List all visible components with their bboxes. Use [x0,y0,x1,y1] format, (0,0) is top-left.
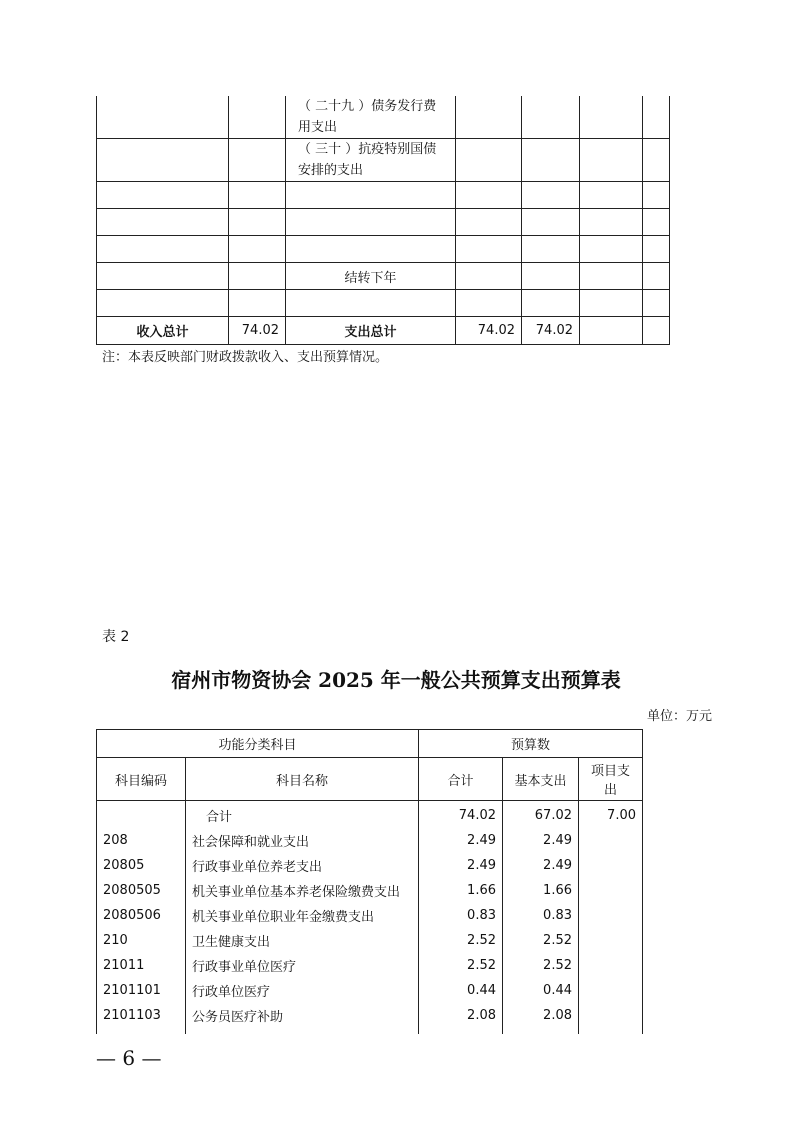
table2-cell-code: 21011 [97,953,186,978]
table2-row [97,978,643,1003]
table2-cell-name: 卫生健康支出 [186,928,419,953]
table1-row [97,209,670,236]
table1-cell [97,139,229,182]
income-expense-table [96,96,670,345]
table1-cell [580,236,643,263]
table1-cell: 结转下年 [286,263,456,290]
table1-cell [456,263,522,290]
header-code: 科目编码 [97,758,186,801]
table1-cell [580,96,643,139]
header-name: 科目名称 [186,758,419,801]
table1-cell [643,317,670,345]
table1-cell [97,290,229,317]
table2-row [97,828,643,853]
table2-cell-name: 机关事业单位基本养老保险缴费支出 [186,878,419,903]
table1-cell [286,290,456,317]
table2-cell-code: 20805 [97,853,186,878]
table1-cell [97,96,229,139]
header-project: 项目支出 [579,758,643,801]
table1-cell [522,139,580,182]
table1-row [97,96,670,139]
table1-cell: （ 三十 ）抗疫特别国债安排的支出 [286,139,456,182]
table1-cell [97,209,229,236]
table1-cell [456,209,522,236]
table1-cell [522,263,580,290]
table1-cell [643,96,670,139]
table2-cell-project [579,903,643,928]
table2-cell-total: 2.08 [419,1003,503,1028]
table2-cell-code: 2080506 [97,903,186,928]
table1-row [97,317,670,345]
table2-cell-project [579,853,643,878]
table1-cell [229,236,286,263]
table2-cell-project [579,978,643,1003]
table1-cell [522,182,580,209]
table2-row [97,953,643,978]
table2-cell-project [579,828,643,853]
table2-cell-basic: 2.49 [503,853,579,878]
table2-cell-name: 合计 [186,801,419,829]
table1-cell [580,139,643,182]
table1-cell [580,182,643,209]
table1-cell [286,182,456,209]
table2-cell-basic: 2.52 [503,953,579,978]
table1-cell [229,263,286,290]
table2-row [97,853,643,878]
table1-cell: （ 二十九 ）债务发行费用支出 [286,96,456,139]
table1-cell [229,209,286,236]
table1-cell [456,139,522,182]
table2-row [97,928,643,953]
table2-cell-name: 行政事业单位医疗 [186,953,419,978]
table1-cell [456,236,522,263]
table1-cell [456,96,522,139]
table1-row [97,290,670,317]
table2-cell-name: 社会保障和就业支出 [186,828,419,853]
table2-cell-total: 1.66 [419,878,503,903]
table2-cell-total: 0.44 [419,978,503,1003]
table2-cell-project [579,928,643,953]
table1-cell [643,182,670,209]
table1-cell [580,263,643,290]
table1-cell [522,209,580,236]
table2-cell-basic: 1.66 [503,878,579,903]
table2-cell-basic: 2.08 [503,1003,579,1028]
table2-cell-code: 2101103 [97,1003,186,1028]
table2-cell-code: 2080505 [97,878,186,903]
table1-row [97,139,670,182]
table1-cell [580,209,643,236]
table2-cell-total: 2.49 [419,828,503,853]
table2-cell-project [579,878,643,903]
table1-cell: 74.02 [522,317,580,345]
table2-row [97,878,643,903]
table1-cell [522,96,580,139]
table1-cell [643,263,670,290]
table2-cell-code: 2101101 [97,978,186,1003]
table1-cell [580,290,643,317]
budget-expenditure-table [96,729,643,1034]
table2-cell-project: 7.00 [579,801,643,829]
table2-row [97,801,643,829]
table1-cell [643,139,670,182]
table1-cell: 74.02 [229,317,286,345]
page-number: — 6 — [96,1046,162,1070]
header-total: 合计 [419,758,503,801]
table2-cell-name: 行政单位医疗 [186,978,419,1003]
unit-label: 单位：万元 [646,709,712,724]
table2-cell-code [97,801,186,829]
table2-cell-total: 2.49 [419,853,503,878]
table1-cell [97,236,229,263]
table2-cell-basic: 2.52 [503,928,579,953]
table1-cell [97,263,229,290]
table2-cell-total: 0.83 [419,903,503,928]
table-label: 表 2 [102,629,130,645]
table2-cell-name: 行政事业单位养老支出 [186,853,419,878]
header-basic: 基本支出 [503,758,579,801]
table1-cell: 74.02 [456,317,522,345]
table2-cell-basic: 67.02 [503,801,579,829]
table2-cell-basic: 0.44 [503,978,579,1003]
table2-cell-project [579,1003,643,1028]
table2-cell-code: 210 [97,928,186,953]
header-function-category: 功能分类科目 [97,730,419,758]
page-title: 宿州市物资协会 2025 年一般公共预算支出预算表 [171,668,621,692]
table1-cell [580,317,643,345]
table2-cell-total: 74.02 [419,801,503,829]
table2-cell-total: 2.52 [419,928,503,953]
table2-cell-name: 机关事业单位职业年金缴费支出 [186,903,419,928]
table2-cell-project [579,953,643,978]
table1-cell [522,290,580,317]
table1-cell [229,96,286,139]
table1-cell [643,236,670,263]
table2-row [97,1003,643,1028]
table2-cell-total: 2.52 [419,953,503,978]
table1-row [97,236,670,263]
table1-cell [522,236,580,263]
table1-cell [97,182,229,209]
table1-cell: 收入总计 [97,317,229,345]
table2-cell-code: 208 [97,828,186,853]
table1-cell [643,209,670,236]
table1-note: 注：本表反映部门财政拨款收入、支出预算情况。 [102,350,389,365]
table1-cell [286,209,456,236]
table1-row [97,263,670,290]
table2-cell-basic: 2.49 [503,828,579,853]
table1-cell [456,182,522,209]
table1-row [97,182,670,209]
table1-cell [229,290,286,317]
table1-cell [229,139,286,182]
table1-cell: 支出总计 [286,317,456,345]
table1-cell [643,290,670,317]
table1-cell [456,290,522,317]
table2-cell-name: 公务员医疗补助 [186,1003,419,1028]
table2-row [97,903,643,928]
table2-cell-basic: 0.83 [503,903,579,928]
table1-cell [229,182,286,209]
header-budget: 预算数 [419,730,643,758]
table1-cell [286,236,456,263]
